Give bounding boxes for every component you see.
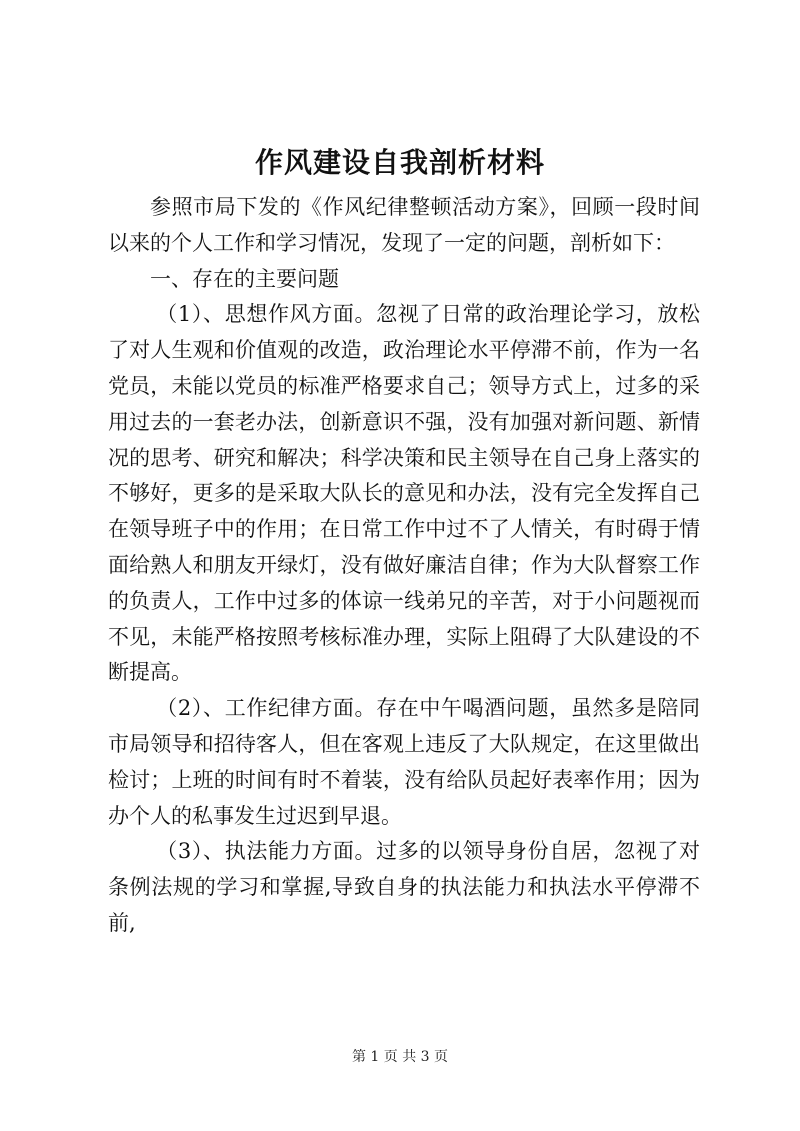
intro-paragraph: 参照市局下发的《作风纪律整顿活动方案》，回顾一段时间以来的个人工作和学习情况，发现了一定的问题，剖析如下： [108, 195, 700, 255]
document-body [108, 190, 700, 942]
section-heading: 一、存在的主要问题 [150, 266, 339, 291]
item-paragraph-3: （3）、执法能力方面。过多的以领导身份自居，忽视了对条例法规的学习和掌握,导致自身的执法能力和执法水平停滞不前, [108, 839, 700, 935]
item-paragraph-1: （1）、思想作风方面。忽视了日常的政治理论学习，放松了对人生观和价值观的改造，政治理论水平停滞不前，作为一名党员，未能以党员的标准严格要求自己；领导方式上，过多的采用过去的一套老办法，创新意识不强，没有加强对新问题、新情况的思考、研究和解决；科学决策和民主领导在自己身上落实的不够好，更多的是采取大队长的意见和办法，没有完全发挥自己在领导班子中的作用；在日常工作中过不了人情关，有时碍于情面给熟人和朋友开绿灯，没有做好廉洁自律；作为大队督察工作的负责人，工作中过多的体谅一线弟兄的辛苦，对于小问题视而不见，未能严格按照考核标准办理，实际上阻碍了大队建设的不断提高。 [108, 302, 700, 685]
page-footer: 第 1 页 共 3 页 [351, 1049, 449, 1065]
document-title: 作风建设自我剖析材料 [254, 146, 545, 179]
item-paragraph-2: （2）、工作纪律方面。存在中午喝酒问题，虽然多是陪同市局领导和招待客人，但在客观上违反了大队规定，在这里做出检讨；上班的时间有时不着装，没有给队员起好表率作用；因为办个人的私事发生过迟到早退。 [108, 696, 700, 828]
